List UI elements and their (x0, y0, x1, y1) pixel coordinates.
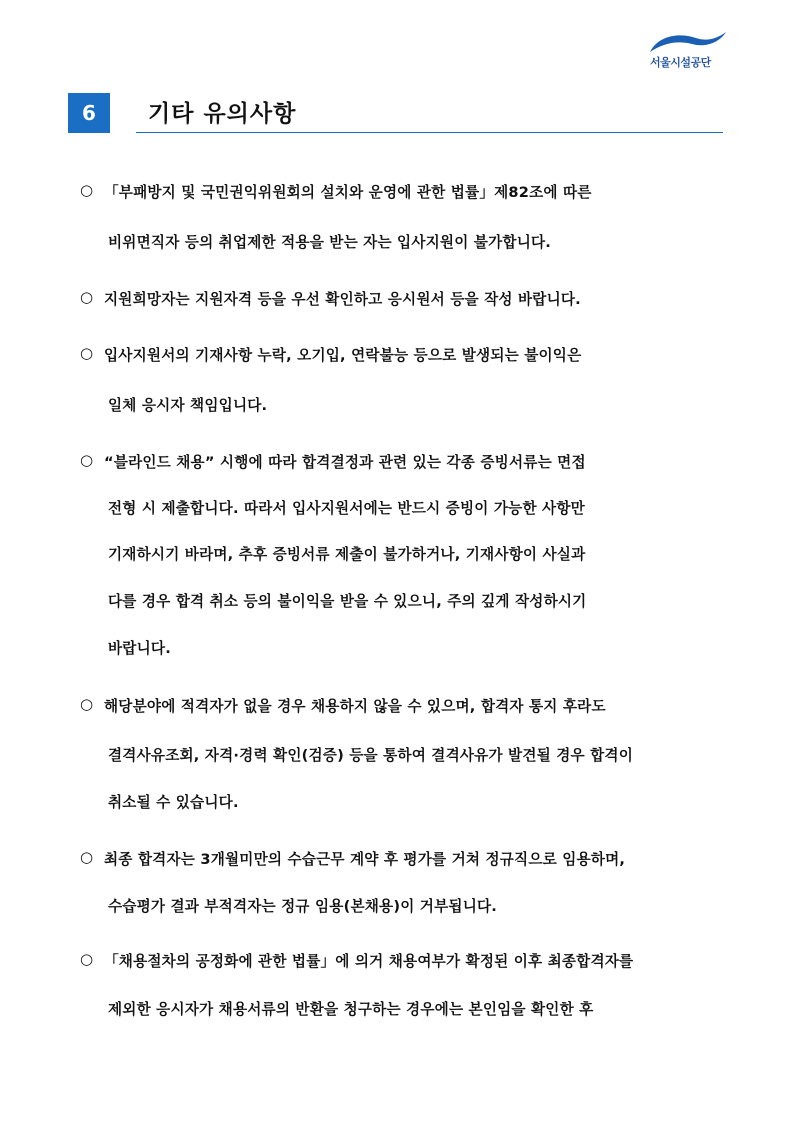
bullet-icon: ○ (80, 344, 94, 362)
notice-line: 기재하시기 바라며, 추후 증빙서류 제출이 불가하거나, 기재사항이 사실과 (108, 546, 586, 563)
notice-line: 다를 경우 합격 취소 등의 불이익을 받을 수 있으니, 주의 깊게 작성하시기 (108, 593, 587, 610)
notice-line: 수습평가 결과 부적격자는 정규 임용(본채용)이 거부됩니다. (108, 898, 498, 915)
bullet-icon: ○ (80, 451, 94, 469)
bullet-icon: ○ (80, 695, 94, 713)
notice-line: 일체 응시자 책임입니다. (108, 397, 268, 414)
notice-line: 입사지원서의 기재사항 누락, 오기입, 연락불능 등으로 발생되는 불이익은 (104, 347, 582, 364)
notice-line: 지원희망자는 지원자격 등을 우선 확인하고 응시원서 등을 작성 바랍니다. (104, 291, 581, 308)
notice-line: 해당분야에 적격자가 없을 경우 채용하지 않을 수 있으며, 합격자 통지 후라도 (104, 698, 606, 715)
logo-wave-icon (648, 30, 728, 54)
notice-line: 제외한 응시자가 채용서류의 반환을 청구하는 경우에는 본인임을 확인한 후 (108, 1001, 594, 1018)
notice-line: 최종 합격자는 3개월미만의 수습근무 계약 후 평가를 거쳐 정규직으로 임용하며, (104, 851, 626, 868)
logo-text: 서울시설공단 (650, 56, 711, 69)
bullet-icon: ○ (80, 181, 94, 199)
notice-line: 바랍니다. (108, 640, 171, 657)
notice-line: 「채용절차의 공정화에 관한 법률」에 의거 채용여부가 확정된 이후 최종합격자를 (104, 953, 634, 970)
organization-logo (640, 28, 732, 80)
notice-line: 전형 시 제출합니다. 따라서 입사지원서에는 반드시 증빙이 가능한 사항만 (108, 500, 585, 517)
bullet-icon: ○ (80, 848, 94, 866)
bullet-icon: ○ (80, 950, 94, 968)
notice-line: 비위면직자 등의 취업제한 적용을 받는 자는 입사지원이 불가합니다. (108, 234, 552, 251)
notice-line: “블라인드 채용” 시행에 따라 합격결정과 관련 있는 각종 증빙서류는 면접 (104, 454, 586, 471)
section-divider (136, 132, 723, 133)
section-title: 기타 유의사항 (148, 101, 297, 127)
notice-line: 취소될 수 있습니다. (108, 794, 239, 811)
notice-line: 결격사유조회, 자격·경력 확인(검증) 등을 통하여 결격사유가 발견될 경우 합격이 (108, 747, 633, 764)
notice-line: 「부패방지 및 국민권익위원회의 설치와 운영에 관한 법률」제82조에 따른 (104, 184, 592, 201)
section-number: 6 (68, 93, 110, 133)
bullet-icon: ○ (80, 288, 94, 306)
